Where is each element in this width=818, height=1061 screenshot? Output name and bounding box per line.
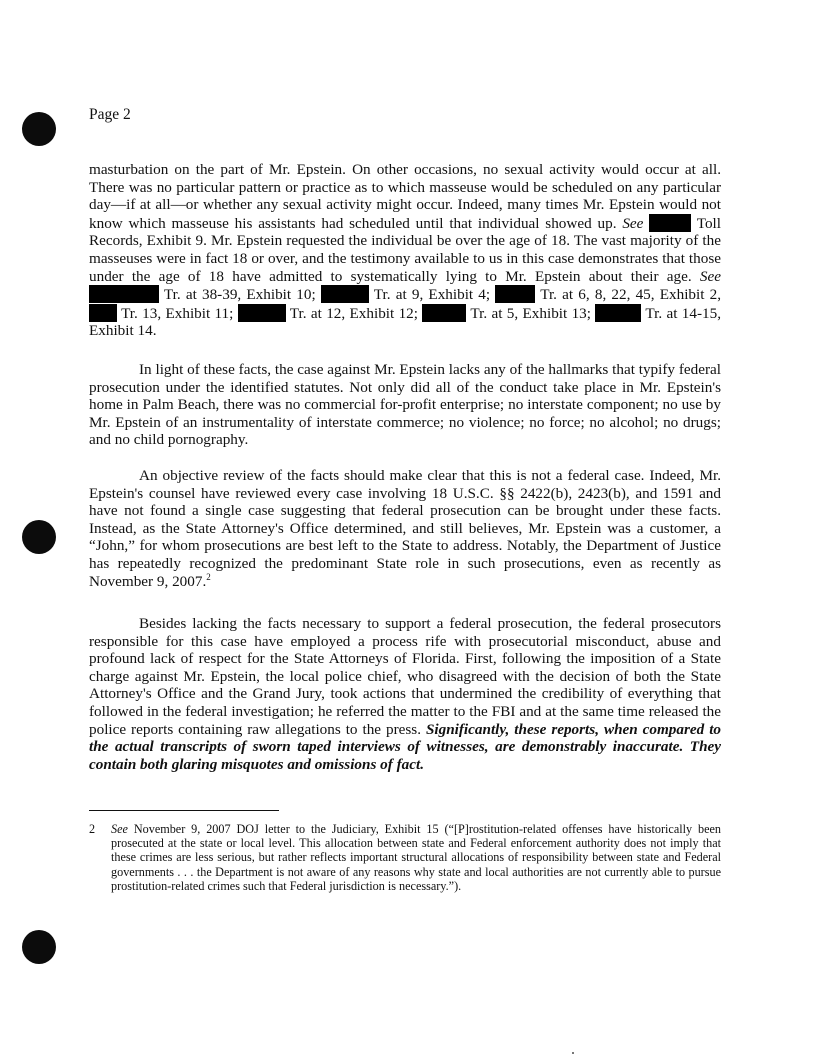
punch-hole-bottom: [22, 930, 56, 964]
paragraph-hallmarks: In light of these facts, the case against Mr. Epstein lacks any of the hallmarks that typify federal prosecution under the identified statutes. Not only did all of the conduct take place in Mr. Epstein's home in Palm Beach, there was no commercial for-profit enterprise; no interstate component; no use by Mr. Epstein of an instrumentality of interstate commerce; no violence; no force; no alcohol; no drugs; and no child pornography.: [89, 361, 721, 449]
redaction-block: [321, 285, 369, 303]
redaction-block: [649, 214, 691, 232]
footnote-divider: [89, 810, 279, 811]
punch-hole-top: [22, 112, 56, 146]
para4-text: Besides lacking the facts necessary to support a federal prosecution, the federal prosecutors responsible for this case have employed a process rife with prosecutorial misconduct, abuse and profound lack of respect for the State Attorneys of Florida. First, following the imposition of a State charge against Mr. Epstein, the local police chief, who disagreed with the decision of both the State Attorney's Office and the Grand Jury, took actions that undermined the credibility of everything that followed in the federal investigation; he referred the matter to the FBI and at the same time released the police reports containing raw allegations to the press.: [89, 615, 721, 738]
see-signal-1: See: [622, 214, 644, 232]
redaction-block: [595, 304, 641, 322]
footnote-text: November 9, 2007 DOJ letter to the Judiciary, Exhibit 15 (“[P]rostitution-related offenses have historically been prosecuted at the state or local level. This allocation between state and Federal enforcement authority does not imply that these crimes are less serious, but rather reflects important structural allocations of responsibility between state and Federal governments . . . the Department is not aware of any reasons why state and local authorities are not currently able to pursue prostitution-related crimes such that Federal jurisdiction is necessary.”).: [111, 822, 722, 893]
scan-speck: [572, 1052, 574, 1054]
redaction-block: [238, 304, 286, 322]
citation-exhibit-10: Tr. at 38-39, Exhibit 10;: [163, 286, 316, 304]
footnote-see-signal: See: [111, 822, 128, 836]
citation-exhibit-4: Tr. at 9, Exhibit 4;: [373, 286, 491, 304]
citation-exhibit-2: Tr. at 6, 8, 22, 45, Exhibit 2,: [540, 286, 722, 304]
redaction-block: [495, 285, 535, 303]
emphasized-statement: Significantly, these reports, when compared to the actual transcripts of sworn taped interviews of witnesses, are demonstrably inaccurate. They contain both glaring misquotes and omissions of fact.: [89, 720, 722, 773]
see-signal-2: See: [699, 267, 721, 285]
paragraph-facts: [89, 161, 721, 340]
paragraph-objective-review: [89, 467, 721, 590]
paragraph-misconduct: [89, 615, 721, 773]
page-number: Page 2: [89, 106, 131, 123]
footnote-reference: 2: [206, 571, 211, 582]
para1-sentence-2: Toll Records, Exhibit 9. Mr. Epstein requested the individual be over the age of 18. The vast majority of the masseuses were in fact 18 or over, and the testimony available to us in this case demonstrates that those under the age of 18 have admitted to systematically lying to Mr. Epstein about their age.: [89, 214, 721, 285]
para1-sentence-1: masturbation on the part of Mr. Epstein. On other occasions, no sexual activity would occur at all. There was no particular pattern or practice as to which masseuse would be scheduled on any particular day—if at all—or whether any sexual activity might occur. Indeed, many times Mr. Epstein would not know which masseuse his assistants had scheduled until that individual showed up.: [89, 161, 721, 232]
footnote: [89, 822, 721, 893]
citation-exhibit-14: Tr. at 14-15, Exhibit 14.: [89, 304, 722, 340]
redaction-block: [89, 285, 159, 303]
redaction-block: [422, 304, 466, 322]
citation-exhibit-12: Tr. at 12, Exhibit 12;: [289, 304, 418, 322]
footnote-number: 2: [89, 822, 96, 836]
citation-exhibit-13: Tr. at 5, Exhibit 13;: [470, 304, 591, 322]
citation-exhibit-11: Tr. 13, Exhibit 11;: [121, 304, 234, 322]
punch-hole-middle: [22, 520, 56, 554]
redaction-block: [89, 304, 117, 322]
para3-text: An objective review of the facts should make clear that this is not a federal case. Indeed, Mr. Epstein's counsel have reviewed every case involving 18 U.S.C. §§ 2422(b), 2423(b), and 1591 and have not found a single case suggesting that federal prosecution can be brought under these facts. Instead, as the State Attorney's Office determined, and still believes, Mr. Epstein was a customer, a “John,” for whom prosecutions are best left to the State to address. Notably, the Department of Justice has repeatedly recognized the predominant State role in such prosecutions, even as recently as November 9, 2007.: [89, 467, 721, 590]
footnote-body: [111, 822, 721, 893]
